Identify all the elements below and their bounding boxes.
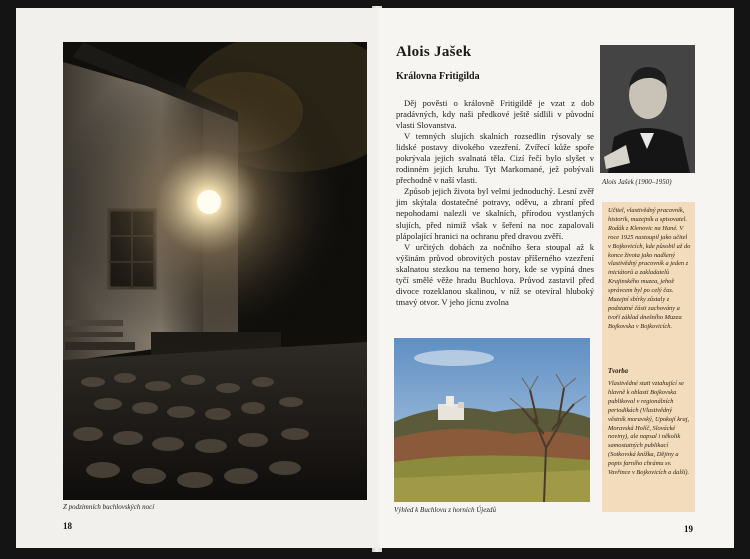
photo-caption: Z podzimních buchlovských nocí — [63, 503, 155, 511]
story-text — [396, 98, 594, 308]
page-number: 19 — [684, 524, 693, 534]
bio-text: Učitel, vlastivědný pracovník, historik, muzejník a spisovatel. Rodák z Klenovic na Hané. V roce 1925 nastoupil jako učitel v Bojkovicích, kde působil až do konce života jako nadšený vlastivědný pracovník a jeden z iniciátorů a zakladatelů Krajinského muzea, jehož správcem byl po celý čas. Muzejní sbírky zůstaly z podstatné části zachovány a tvoří základ dnešního Muzea Bojkovska v Bojkovicích. — [608, 207, 691, 330]
author-portrait — [600, 45, 695, 173]
paragraph: V určitých dobách za nočního šera stoupal až k výšinám průvod obrovitých postav příšerného vzezření skalnatou stezkou na temeno hory, kde se vypíná dnes tyčí smělé věže hradu Buchlova. Průvod zastavil před divoce rozeklanou skalinou, v níž se otevíral hluboký tmavý otvor. V jeho jícnu zvolna — [396, 241, 594, 307]
right-page — [378, 8, 734, 548]
night-alley-photo — [63, 42, 367, 500]
works-heading: Tvorba — [608, 368, 629, 375]
castle-photo-caption: Výhled k Buchlovu z horních Újezdů — [394, 506, 497, 514]
chapter-title: Alois Jašek — [396, 44, 472, 60]
author-bio-box — [602, 202, 695, 512]
chapter-subtitle: Královna Fritigilda — [396, 71, 480, 82]
paragraph: V temných slujích skalních rozsedlin rýsovaly se lidské postavy divokého vzezření. Zvířecí kůže spoře pokrývala jejich svalnatá těla. Cizí řečí bylo slyšet v rodinném jejich kruhu. Tyt Markomané, jež pobývali přechodně v naší vlasti. — [396, 131, 594, 186]
castle-landscape-photo — [394, 338, 590, 502]
works-text: Vlastivědné stati vztahující se hlavně k oblasti Bojkovska publikoval v regionálních periodikách (Vlastivědný věstník moravský, Upokojí kraj, Moravská Holíč, Slovácké noviny), ale napsal i několik samostatných publikací (Sotkovská knížka, Dějiny a popis farního chrámu sv. Vavřince v Bojkovicích a další). — [608, 380, 690, 477]
paragraph: Děj pověsti o královně Fritigildě je vzat z dob pradávných, kdy naši předkové ještě sídlili v původní vlasti Slovanstva. — [396, 98, 594, 131]
page-number: 18 — [63, 521, 72, 531]
portrait-caption: Alois Jašek (1900–1950) — [602, 178, 672, 186]
paragraph: Způsob jejich života byl velmi jednoduchý. Lesní zvěř jim skýtala dostatečné potravy, oděvu, a zbraní před nepohodami nalezli ve skalních, přírodou vystlaných slujích, před nimiž však v šeření na noc zapalovali plápolající hranici na ochranu před dravou zvěří. — [396, 186, 594, 241]
left-page — [16, 8, 376, 548]
